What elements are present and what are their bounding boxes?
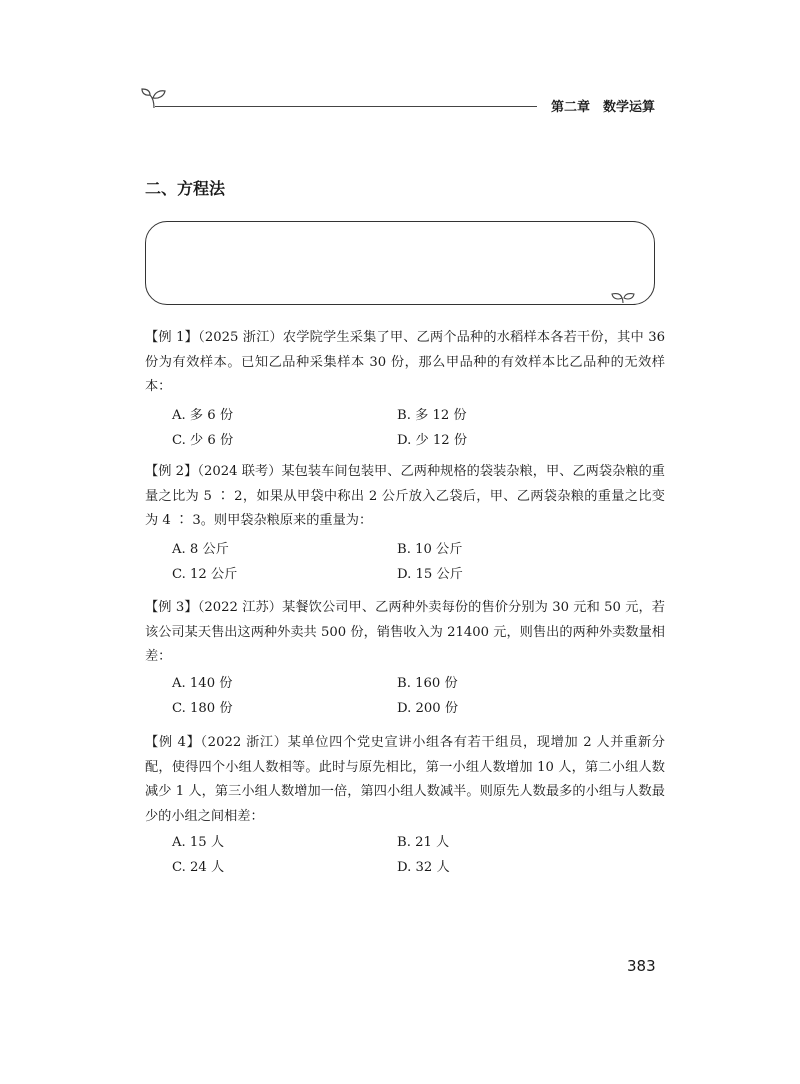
header-divider <box>155 106 537 107</box>
example-label: 【例 2】 <box>145 464 198 479</box>
sprout-icon <box>610 288 636 304</box>
option-d: D. 15 公斤 <box>397 567 463 582</box>
example-3 <box>145 596 665 670</box>
example-question: 某包装车间包装甲、乙两种规格的袋装杂粮，甲、乙两袋杂粮的重量之比为 5 ∶ 2，如果从甲袋中称出 2 公斤放入乙袋后，甲、乙两袋杂粮的重量之比变为 4 ∶ 3。则甲袋杂粮原来的重量为： <box>145 464 665 528</box>
option-a: A. 多 6 份 <box>172 408 234 423</box>
option-c: C. 少 6 份 <box>172 433 234 448</box>
option-b: B. 21 人 <box>397 835 450 850</box>
section-title: 二、方程法 <box>145 179 226 198</box>
example-question: 某餐饮公司甲、乙两种外卖每份的售价分别为 30 元和 50 元，若该公司某天售出这两种外卖共 500 份，销售收入为 21400 元，则售出的两种外卖数量相差： <box>145 600 665 664</box>
example-2 <box>145 460 665 534</box>
example-question: 某单位四个党史宣讲小组各有若干组员，现增加 2 人并重新分配，使得四个小组人数相等。此时与原先相比，第一小组人数增加 10 人，第二小组人数减少 1 人，第三小组人数增加一倍，第四小组人数减半。则原先人数最多的小组与人数最少的小组之间相差： <box>145 735 665 824</box>
note-box <box>145 221 655 305</box>
example-label: 【例 4】 <box>145 735 201 750</box>
option-c: C. 12 公斤 <box>172 567 238 582</box>
option-d: D. 200 份 <box>397 701 459 716</box>
option-d: D. 32 人 <box>397 860 450 875</box>
option-d: D. 少 12 份 <box>397 433 468 448</box>
example-source: （2022 江苏） <box>197 600 283 615</box>
example-question: 农学院学生采集了甲、乙两个品种的水稻样本各若干份，其中 36 份为有效样本。已知乙品种采集样本 30 份，那么甲品种的有效样本比乙品种的无效样本： <box>145 330 665 394</box>
example-label: 【例 1】 <box>145 330 199 345</box>
option-b: B. 10 公斤 <box>397 542 463 557</box>
example-source: （2024 联考） <box>197 464 282 479</box>
example-label: 【例 3】 <box>145 600 198 615</box>
option-c: C. 180 份 <box>172 701 233 716</box>
page-number: 383 <box>627 957 656 975</box>
chapter-title: 第二章 数学运算 <box>551 100 656 115</box>
example-1 <box>145 326 665 400</box>
example-source: （2022 浙江） <box>200 735 288 750</box>
example-source: （2025 浙江） <box>198 330 283 345</box>
example-4 <box>145 731 665 829</box>
option-a: A. 8 公斤 <box>172 542 229 557</box>
option-b: B. 多 12 份 <box>397 408 467 423</box>
option-a: A. 15 人 <box>172 835 225 850</box>
option-a: A. 140 份 <box>172 676 233 691</box>
option-b: B. 160 份 <box>397 676 458 691</box>
option-c: C. 24 人 <box>172 860 225 875</box>
